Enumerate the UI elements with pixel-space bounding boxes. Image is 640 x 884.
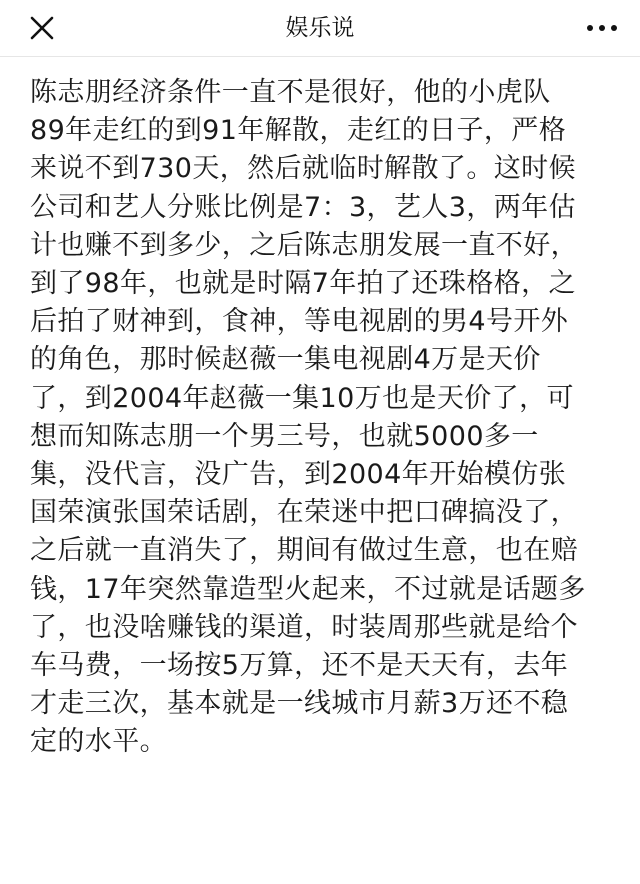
article-line: 公司和艺人分账比例是7：3，艺人3，两年估 — [30, 191, 576, 223]
article-line: 了，到2004年赵薇一集10万也是天价了，可 — [30, 382, 574, 414]
more-dots-icon — [587, 25, 593, 31]
close-button[interactable] — [22, 10, 62, 46]
article-line: 了，也没啥赚钱的渠道，时装周那些就是给个 — [30, 611, 578, 643]
article-body — [30, 74, 620, 762]
close-icon — [29, 15, 55, 41]
article-line: 陈志朋经济条件一直不是很好，他的小虎队 — [30, 77, 551, 108]
article-line: 计也赚不到多少，之后陈志朋发展一直不好， — [30, 229, 578, 261]
more-dots-icon — [611, 25, 617, 31]
article-line: 定的水平。 — [30, 726, 167, 758]
more-dots-icon — [599, 25, 605, 31]
nav-bar — [0, 0, 640, 57]
article-line: 到了98年，也就是时隔7年拍了还珠格格，之 — [30, 268, 576, 300]
article-line: 国荣演张国荣话剧，在荣迷中把口碑搞没了， — [30, 497, 578, 529]
article-line: 89年走红的到91年解散，走红的日子，严格 — [30, 115, 567, 147]
article-line: 之后就一直消失了，期间有做过生意，也在赔 — [30, 535, 578, 567]
article-line: 车马费，一场按5万算，还不是天天有，去年 — [30, 650, 569, 682]
article-line: 后拍了财神到，食神，等电视剧的男4号开外 — [30, 306, 569, 338]
article-line: 想而知陈志朋一个男三号，也就5000多一 — [30, 420, 539, 452]
article-line: 钱，17年突然靠造型火起来，不过就是话题多 — [30, 573, 586, 605]
article-line: 集，没代言，没广告，到2004年开始模仿张 — [30, 459, 567, 491]
page-title: 娱乐说 — [285, 15, 355, 41]
article-line: 的角色，那时候赵薇一集电视剧4万是天价 — [30, 344, 541, 376]
more-button[interactable] — [580, 10, 624, 46]
article-line: 才走三次，基本就是一线城市月薪3万还不稳 — [30, 688, 569, 720]
article-line: 来说不到730天，然后就临时解散了。这时候 — [30, 153, 576, 185]
